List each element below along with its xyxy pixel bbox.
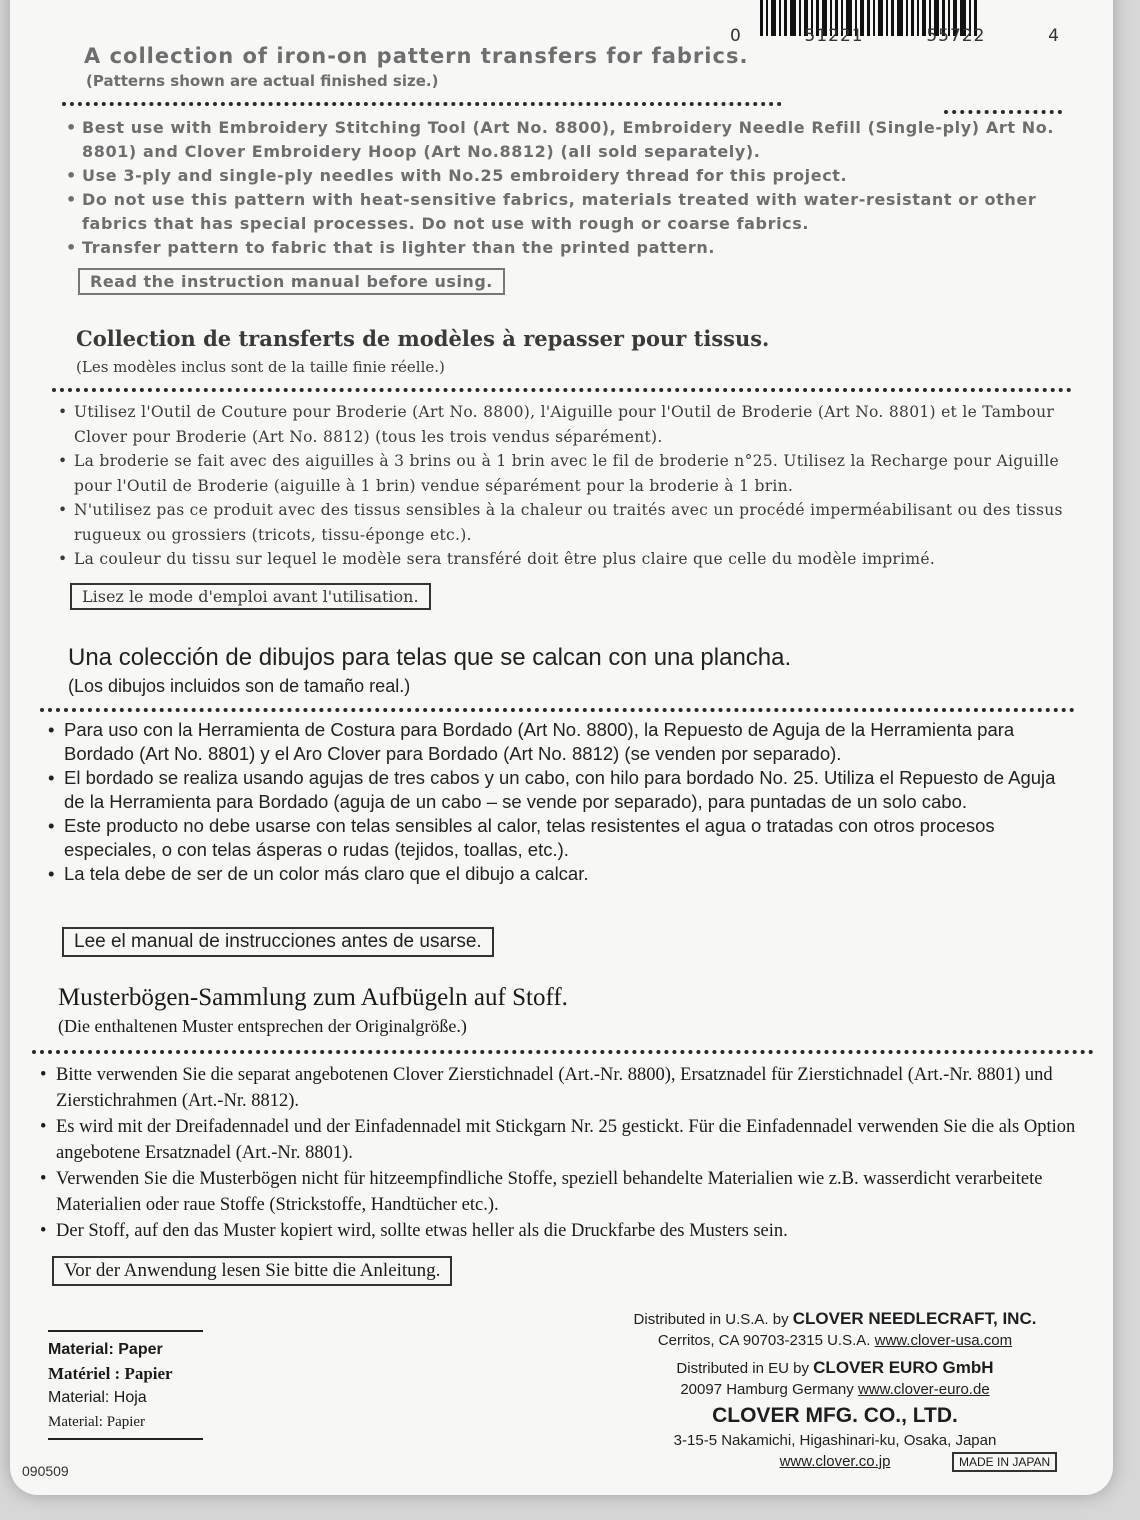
list-item: • El bordado se realiza usando agujas de tres cabos y un cabo, con hilo para bordado No. 25. Utiliza el Repuesto de Aguja de la Herramienta para Bordado (aguja de un cabo – se vende por separado), para puntadas de un solo cabo. [48,766,1078,814]
german-heading: Musterbögen-Sammlung zum Aufbügeln auf Stoff. [58,984,568,1011]
usa-address-line [600,1330,1070,1351]
eu-address: 20097 Hamburg Germany [680,1381,854,1398]
english-instruction-box: Read the instruction manual before using. [78,268,505,295]
eu-address-line [600,1379,1070,1400]
distribution-block [600,1308,1070,1472]
material-french: Matériel : Papier [48,1364,173,1383]
manufacturer-name: CLOVER MFG. CO., LTD. [712,1404,958,1427]
german-dotted-rule [32,1050,1094,1054]
spanish-instruction-box: Lee el manual de instrucciones antes de usarse. [62,927,494,957]
barcode-digit-group-1: 51221 [804,26,864,46]
barcode-digits [730,26,1060,46]
spanish-heading: Una colección de dibujos para telas que se calcan con una plancha. [68,644,792,671]
barcode-digit-group-2: 55722 [926,26,986,46]
english-note: (Patterns shown are actual finished size.) [86,72,439,90]
french-note: (Les modèles inclus sont de la taille finie réelle.) [76,358,445,376]
material-english: Material: Paper [48,1341,163,1358]
german-bullet-list [40,1062,1085,1244]
list-item: • Do not use this pattern with heat-sensitive fabrics, materials treated with water-resistant or other fabrics that has special processes. Do not use with rough or coarse fabrics. [66,188,1056,236]
list-item: • La broderie se fait avec des aiguilles à 3 brins ou à 1 brin avec le fil de broderie n°25. Utilisez la Recharge pour Aiguille pour l'Outil de Broderie (aiguille à 1 brin) vendue séparément pour la broderie à 1 brin. [58,449,1073,498]
english-dotted-rule [62,102,782,106]
spanish-bullet-list [48,718,1078,886]
eu-company: CLOVER EURO GmbH [813,1358,994,1377]
french-heading: Collection de transferts de modèles à repasser pour tissus. [76,326,770,351]
spanish-note: (Los dibujos incluidos son de tamaño real.) [68,676,411,696]
german-note: (Die enthaltenen Muster entsprechen der Originalgröße.) [58,1016,467,1036]
english-bullet-list [66,116,1056,260]
english-heading: A collection of iron-on pattern transfers for fabrics. [84,44,749,68]
list-item: • Este producto no debe usarse con telas sensibles al calor, telas resistentes el agua o tratadas con otros procesos especiales, o con telas ásperas o rudas (tejidos, toallas, etc.). [48,814,1078,862]
manufacturer-url-link[interactable]: www.clover.co.jp [779,1453,891,1470]
list-item: • Es wird mit der Dreifadennadel und der Einfadennadel mit Stickgarn Nr. 25 gestickt. Für die Einfadennadel verwenden Sie die als Option angebotene Ersatznadel (Art.-Nr. 8801). [40,1114,1085,1166]
list-item: • N'utilisez pas ce produit avec des tissus sensibles à la chaleur ou traités avec un procédé imperméabilisant ou des tissus rugueux ou grossiers (tricots, tissu-éponge etc.). [58,498,1073,547]
german-instruction-box: Vor der Anwendung lesen Sie bitte die Anleitung. [52,1256,452,1286]
french-instruction-box: Lisez le mode d'emploi avant l'utilisation. [70,583,431,610]
barcode-digit-lead: 0 [730,26,742,46]
usa-company: CLOVER NEEDLECRAFT, INC. [792,1309,1037,1328]
barcode-digit-check: 4 [1048,26,1060,46]
made-in-japan-badge: MADE IN JAPAN [952,1452,1057,1472]
eu-url-link[interactable]: www.clover-euro.de [857,1381,990,1398]
list-item: • Para uso con la Herramienta de Costura para Bordado (Art No. 8800), la Repuesto de Aguja de la Herramienta para Bordado (Art No. 8801) y el Aro Clover para Bordado (Art No. 8812) (se venden por separado). [48,718,1078,766]
material-german: Material: Papier [48,1414,146,1430]
list-item: • Best use with Embroidery Stitching Tool (Art No. 8800), Embroidery Needle Refill (Single-ply) Art No. 8801) and Clover Embroidery Hoop (Art No.8812) (all sold separately). [66,116,1056,164]
french-bullet-list [58,400,1073,572]
list-item: • Use 3-ply and single-ply needles with No.25 embroidery thread for this project. [66,164,1056,188]
usa-address: Cerritos, CA 90703-2315 U.S.A. [657,1332,871,1349]
spanish-dotted-rule [40,708,1075,712]
list-item: • Bitte verwenden Sie die separat angebotenen Clover Zierstichnadel (Art.-Nr. 8800), Ersatznadel für Zierstichnadel (Art.-Nr. 8801) und Zierstichrahmen (Art.-Nr. 8812). [40,1062,1085,1114]
product-code: 090509 [22,1463,69,1479]
list-item: • La tela debe de ser de un color más claro que el dibujo a calcar. [48,862,1078,886]
usa-distributor-line [600,1308,1070,1330]
list-item: • La couleur du tissu sur lequel le modèle sera transféré doit être plus claire que celle du modèle imprimé. [58,547,1073,572]
material-block [48,1330,203,1440]
eu-prefix: Distributed in EU by [676,1360,809,1377]
french-dotted-rule [52,388,1072,392]
list-item: • Verwenden Sie die Musterbögen nicht für hitzeempfindliche Stoffe, speziell behandelte Materialien wie z.B. wasserdicht verarbeitete Materialien oder raue Stoffe (Strickstoffe, Handtücher etc.). [40,1166,1085,1218]
usa-url-link[interactable]: www.clover-usa.com [874,1332,1013,1349]
list-item: • Transfer pattern to fabric that is lighter than the printed pattern. [66,236,1056,260]
usa-prefix: Distributed in U.S.A. by [633,1311,789,1328]
list-item: • Utilisez l'Outil de Couture pour Broderie (Art No. 8800), l'Aiguille pour l'Outil de Broderie (Art No. 8801) et le Tambour Clover pour Broderie (Art No. 8812) (tous les trois vendus séparément). [58,400,1073,449]
manufacturer-address: 3-15-5 Nakamichi, Higashinari-ku, Osaka, Japan [673,1432,997,1449]
list-item: • Der Stoff, auf den das Muster kopiert wird, sollte etwas heller als die Druckfarbe des Musters sein. [40,1218,1085,1244]
eu-distributor-line [600,1357,1070,1379]
english-dotted-rule-right [944,110,1062,114]
material-spanish: Material: Hoja [48,1389,147,1406]
